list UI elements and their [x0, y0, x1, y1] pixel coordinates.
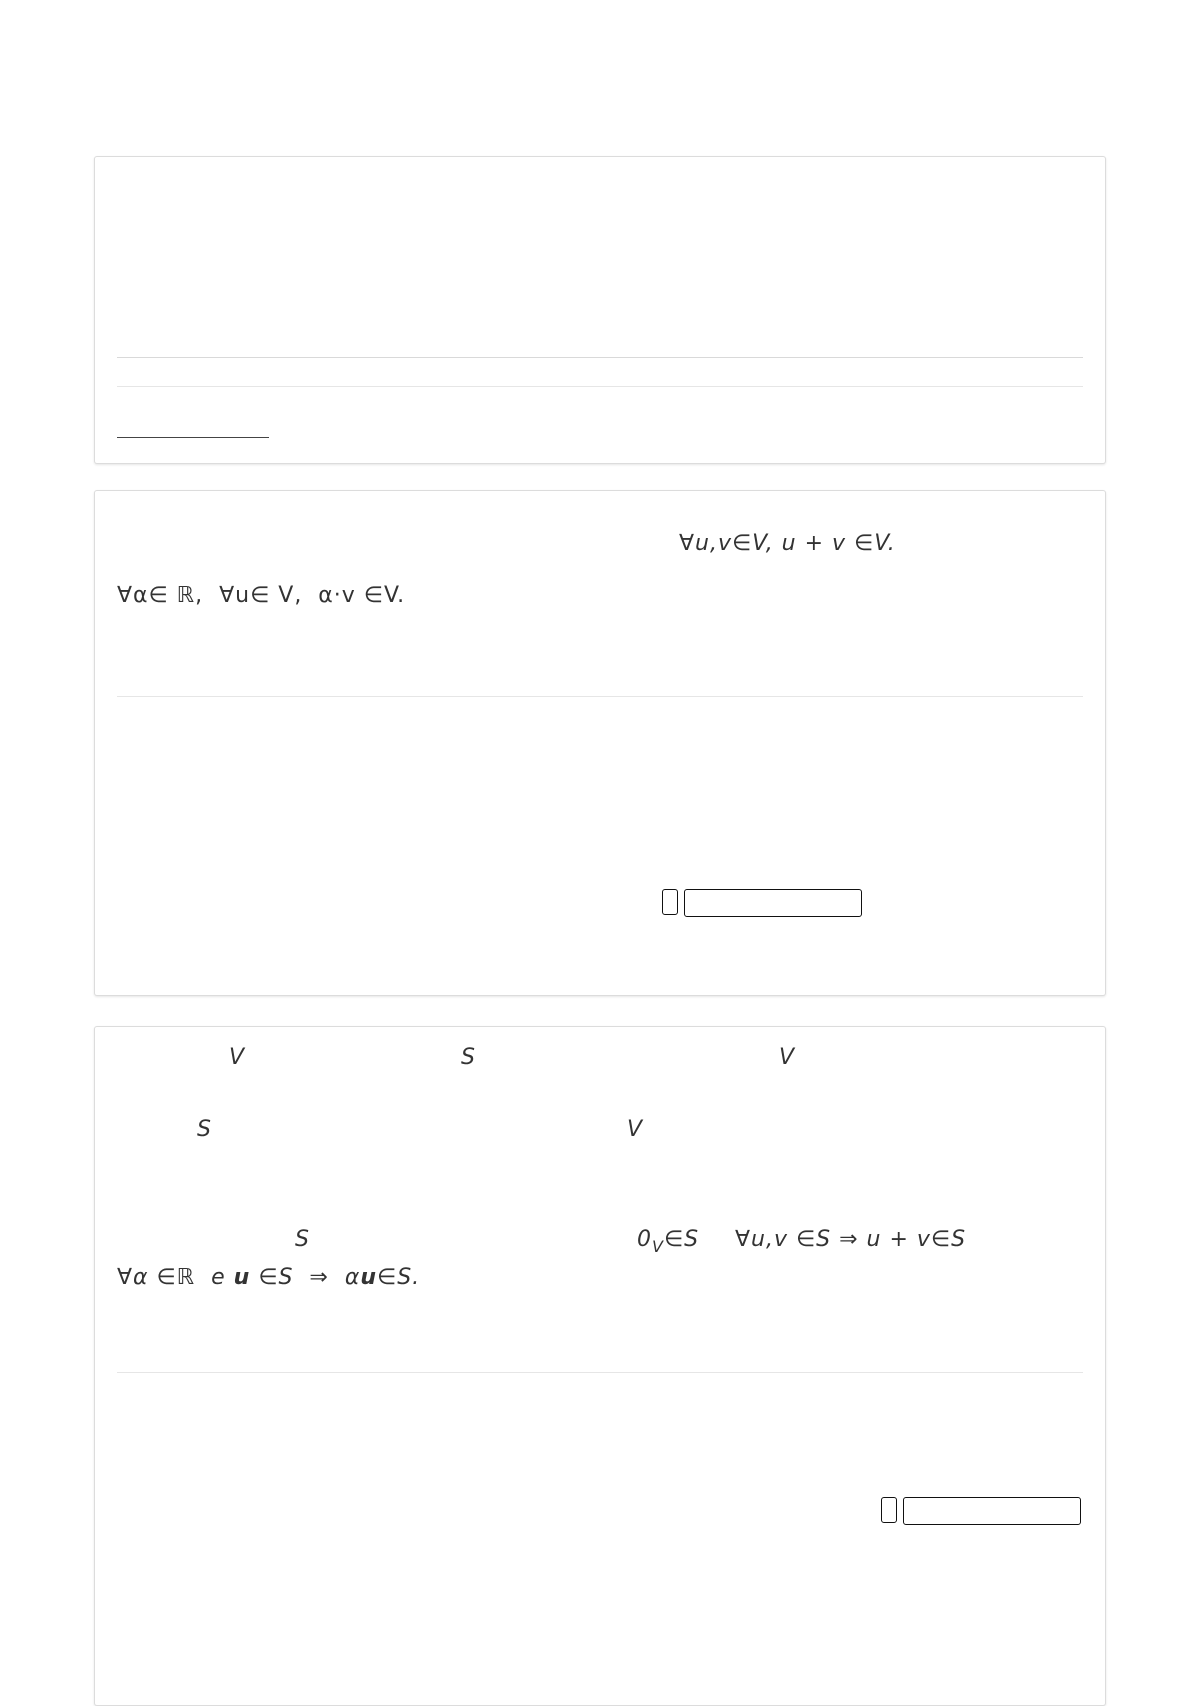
- var-V: V: [779, 1045, 796, 1070]
- divider: [117, 1372, 1083, 1373]
- answer-status-box: [881, 1497, 897, 1523]
- var-V: V: [229, 1045, 246, 1070]
- answer-input[interactable]: [684, 889, 862, 917]
- closure-sum: ∀u,v ∈S ⇒ u + v∈S: [735, 1227, 967, 1252]
- var-S: S: [461, 1045, 476, 1070]
- question-card-1: [94, 156, 1106, 464]
- divider: [117, 696, 1083, 697]
- var-S: S: [295, 1227, 310, 1252]
- divider: [117, 386, 1083, 387]
- link-underline[interactable]: [117, 437, 269, 438]
- zero-vector-in-S: $0_V\in S$: [637, 1227, 700, 1256]
- formula-closure-sum: ∀u,v∈V, u + v ∈V.: [679, 531, 896, 556]
- formula-closure-scalar: ∀α∈ ℝ, ∀u∈ V, α·v ∈V.: [117, 583, 406, 608]
- divider: [117, 357, 1083, 358]
- answer-input[interactable]: [903, 1497, 1081, 1525]
- answer-status-box: [662, 889, 678, 915]
- question-card-2: [94, 490, 1106, 996]
- question-card-3: [94, 1026, 1106, 1706]
- var-S: S: [197, 1117, 212, 1142]
- closure-scalar: ∀α ∈ℝ e u ∈S ⇒ αu∈S.: [117, 1265, 421, 1290]
- var-V: V: [627, 1117, 644, 1142]
